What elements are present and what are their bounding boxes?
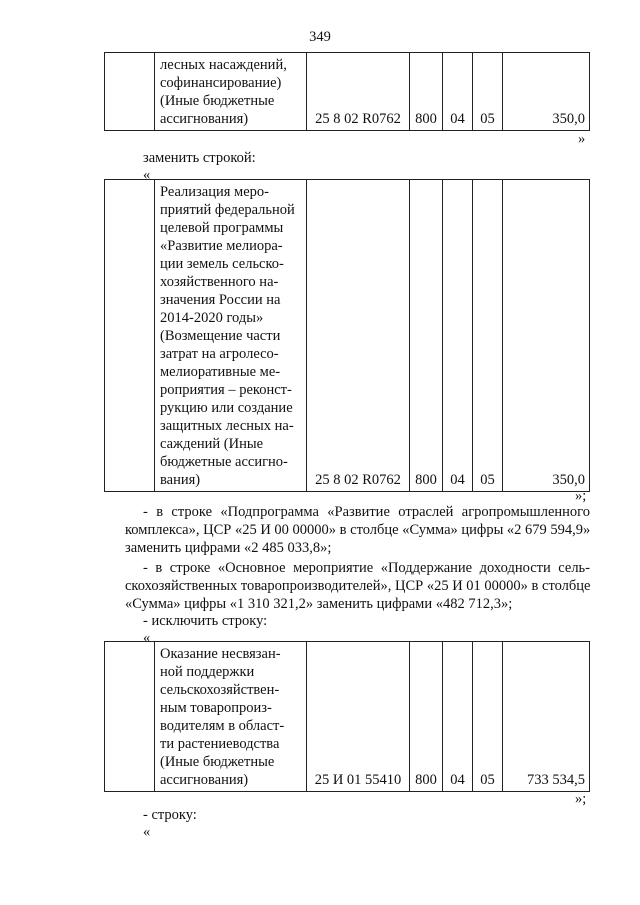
description-line: (Возмещение части: [160, 328, 281, 344]
vr-cell: 800: [410, 53, 443, 131]
description-line: ным товаропроиз-: [160, 700, 272, 716]
budget-table-3: [104, 641, 590, 792]
budget-table-1: [104, 52, 590, 131]
description-line: водителям в област-: [160, 718, 285, 734]
description-line: ной поддержки: [160, 664, 255, 680]
vr-cell: 800: [410, 642, 443, 792]
exclude-label: - исключить строку:: [143, 613, 268, 629]
rz-cell: 04: [443, 53, 473, 131]
row-label: - строку:: [143, 807, 197, 823]
opening-quote: «: [143, 630, 151, 646]
description-line: бюджетные ассигно-: [160, 454, 288, 470]
replace-label: заменить строкой:: [143, 150, 256, 166]
description-line: саждений (Иные: [160, 436, 264, 452]
opening-quote: «: [143, 824, 151, 840]
closing-quote: »;: [575, 488, 587, 504]
paragraph-line: «Сумма» цифры «1 310 321,2» заменить цифрами «482 712,3»;: [125, 596, 513, 612]
csr-cell: 25 8 02 R0762: [307, 53, 410, 131]
empty-cell: [105, 180, 155, 492]
description-line: вания): [160, 472, 201, 488]
pr-cell: 05: [473, 53, 503, 131]
description-line: (Иные бюджетные: [160, 754, 275, 770]
paragraph-line: - в строке «Основное мероприятие «Поддержание доходности сель-: [143, 560, 590, 576]
csr-cell: 25 8 02 R0762: [307, 180, 410, 492]
paragraph-line: заменить цифрами «2 485 033,8»;: [125, 540, 332, 556]
description-line: лесных насаждений,: [160, 57, 287, 73]
table-row: [105, 180, 590, 492]
opening-quote: «: [143, 167, 151, 183]
sum-cell: 350,0: [503, 53, 590, 131]
description-line: мелиоративные ме-: [160, 364, 281, 380]
description-line: Оказание несвязан-: [160, 646, 281, 662]
description-line: Реализация меро-: [160, 184, 269, 200]
description-line: затрат на агролесо-: [160, 346, 279, 362]
empty-cell: [105, 53, 155, 131]
description-line: (Иные бюджетные: [160, 93, 275, 109]
page-number: 349: [309, 29, 331, 45]
table-row: [105, 642, 590, 792]
description-line: значения России на: [160, 292, 281, 308]
description-line: софинансирование): [160, 75, 282, 91]
paragraph-line: скохозяйственных товаропроизводителей», ЦСР «25 И 01 00000» в столбце: [125, 578, 591, 594]
description-line: рукцию или создание: [160, 400, 293, 416]
description-line: ассигнования): [160, 111, 249, 127]
description-line: сельскохозяйствен-: [160, 682, 280, 698]
empty-cell: [105, 642, 155, 792]
rz-cell: 04: [443, 642, 473, 792]
description-cell: [155, 642, 307, 792]
vr-cell: 800: [410, 180, 443, 492]
sum-cell: 733 534,5: [503, 642, 590, 792]
description-line: целевой программы: [160, 220, 284, 236]
description-line: 2014-2020 годы»: [160, 310, 264, 326]
description-cell: [155, 53, 307, 131]
description-line: роприятия – реконст-: [160, 382, 292, 398]
pr-cell: 05: [473, 180, 503, 492]
description-line: хозяйственного на-: [160, 274, 279, 290]
sum-cell: 350,0: [503, 180, 590, 492]
table-row: [105, 53, 590, 131]
paragraph-line: - в строке «Подпрограмма «Развитие отраслей агропромышленного: [143, 504, 590, 520]
pr-cell: 05: [473, 642, 503, 792]
description-line: «Развитие мелиора-: [160, 238, 283, 254]
csr-cell: 25 И 01 55410: [307, 642, 410, 792]
closing-quote: »: [578, 131, 586, 147]
description-line: защитных лесных на-: [160, 418, 294, 434]
description-line: ти растениеводства: [160, 736, 280, 752]
instruction-paragraph-1: [125, 503, 590, 557]
description-line: приятий федеральной: [160, 202, 295, 218]
instruction-paragraph-2: [125, 559, 590, 613]
budget-table-2: [104, 179, 590, 492]
rz-cell: 04: [443, 180, 473, 492]
paragraph-line: комплекса», ЦСР «25 И 00 00000» в столбце «Сумма» цифры «2 679 594,9»: [125, 522, 591, 538]
description-line: ции земель сельско-: [160, 256, 284, 272]
description-line: ассигнования): [160, 772, 249, 788]
closing-quote: »;: [575, 791, 587, 807]
description-cell: [155, 180, 307, 492]
